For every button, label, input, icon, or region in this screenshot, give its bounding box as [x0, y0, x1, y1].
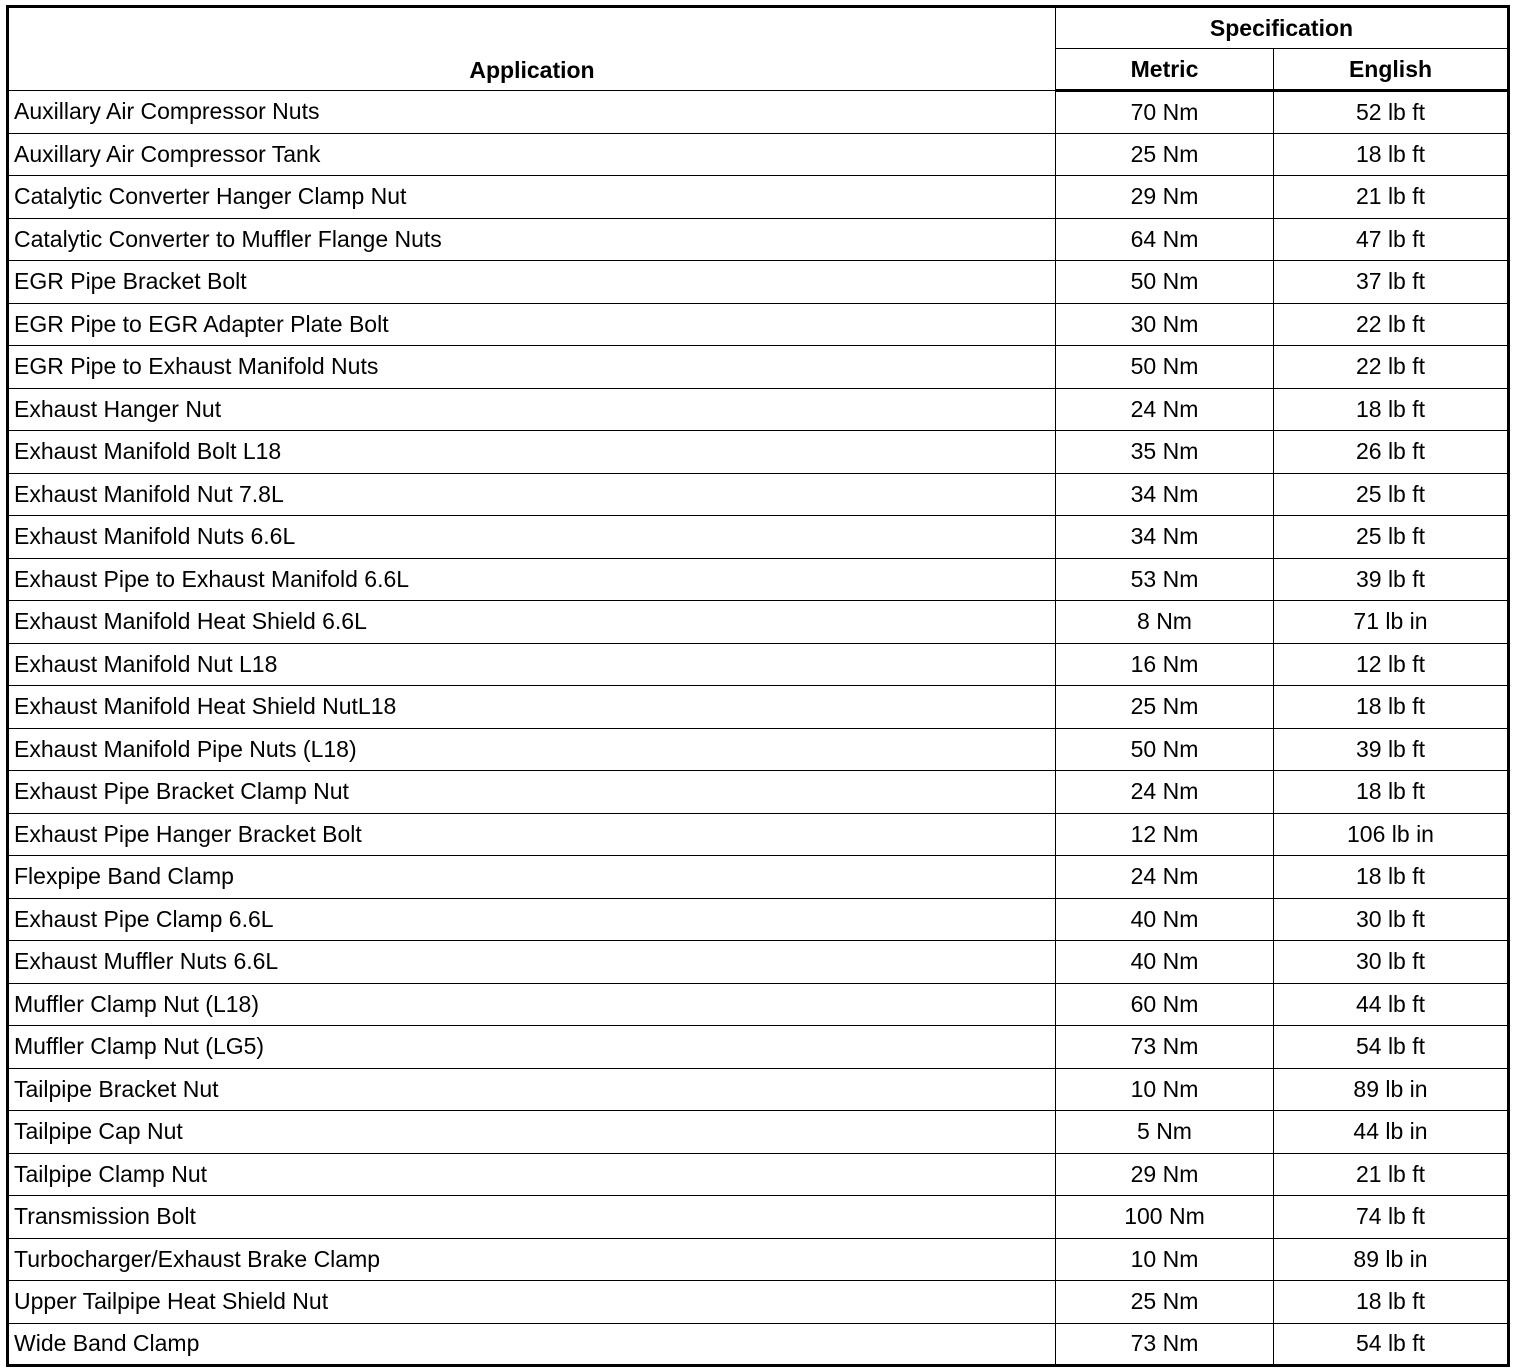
english-cell: 44 lb in	[1274, 1111, 1509, 1154]
english-cell: 30 lb ft	[1274, 898, 1509, 941]
metric-cell: 24 Nm	[1056, 388, 1274, 431]
table-row	[8, 261, 1509, 304]
table-row	[8, 941, 1509, 984]
application-cell: Exhaust Manifold Bolt L18	[8, 431, 1056, 474]
table-row	[8, 898, 1509, 941]
metric-cell: 50 Nm	[1056, 728, 1274, 771]
application-cell: Exhaust Manifold Nut L18	[8, 643, 1056, 686]
application-cell: Turbocharger/Exhaust Brake Clamp	[8, 1238, 1056, 1281]
table-row	[8, 473, 1509, 516]
metric-cell: 40 Nm	[1056, 898, 1274, 941]
english-cell: 52 lb ft	[1274, 91, 1509, 134]
spec-table-container	[6, 5, 1510, 1367]
application-cell: Exhaust Manifold Nut 7.8L	[8, 473, 1056, 516]
english-column-header: English	[1274, 49, 1509, 91]
application-cell: Exhaust Pipe Hanger Bracket Bolt	[8, 813, 1056, 856]
metric-cell: 50 Nm	[1056, 346, 1274, 389]
english-cell: 39 lb ft	[1274, 558, 1509, 601]
metric-cell: 8 Nm	[1056, 601, 1274, 644]
application-cell: Tailpipe Clamp Nut	[8, 1153, 1056, 1196]
table-row	[8, 643, 1509, 686]
metric-cell: 30 Nm	[1056, 303, 1274, 346]
application-cell: Upper Tailpipe Heat Shield Nut	[8, 1281, 1056, 1324]
application-cell: Muffler Clamp Nut (L18)	[8, 983, 1056, 1026]
application-cell: Exhaust Pipe Clamp 6.6L	[8, 898, 1056, 941]
table-row	[8, 813, 1509, 856]
english-cell: 89 lb in	[1274, 1238, 1509, 1281]
application-cell: Exhaust Pipe Bracket Clamp Nut	[8, 771, 1056, 814]
table-row	[8, 133, 1509, 176]
english-cell: 44 lb ft	[1274, 983, 1509, 1026]
metric-cell: 29 Nm	[1056, 1153, 1274, 1196]
application-cell: Catalytic Converter Hanger Clamp Nut	[8, 176, 1056, 219]
metric-cell: 70 Nm	[1056, 91, 1274, 134]
table-row	[8, 601, 1509, 644]
metric-cell: 53 Nm	[1056, 558, 1274, 601]
english-cell: 37 lb ft	[1274, 261, 1509, 304]
table-body	[8, 91, 1509, 1366]
metric-cell: 35 Nm	[1056, 431, 1274, 474]
table-row	[8, 1111, 1509, 1154]
table-row	[8, 91, 1509, 134]
table-row	[8, 1323, 1509, 1366]
table-row	[8, 1153, 1509, 1196]
application-cell: Exhaust Manifold Pipe Nuts (L18)	[8, 728, 1056, 771]
english-cell: 54 lb ft	[1274, 1323, 1509, 1366]
english-cell: 18 lb ft	[1274, 1281, 1509, 1324]
table-row	[8, 1196, 1509, 1239]
application-cell: Wide Band Clamp	[8, 1323, 1056, 1366]
application-cell: Exhaust Muffler Nuts 6.6L	[8, 941, 1056, 984]
metric-cell: 100 Nm	[1056, 1196, 1274, 1239]
table-row	[8, 728, 1509, 771]
application-cell: Exhaust Manifold Heat Shield NutL18	[8, 686, 1056, 729]
table-row	[8, 1026, 1509, 1069]
metric-cell: 50 Nm	[1056, 261, 1274, 304]
metric-cell: 73 Nm	[1056, 1323, 1274, 1366]
table-row	[8, 686, 1509, 729]
metric-cell: 25 Nm	[1056, 686, 1274, 729]
english-cell: 12 lb ft	[1274, 643, 1509, 686]
application-cell: Exhaust Hanger Nut	[8, 388, 1056, 431]
application-cell: Transmission Bolt	[8, 1196, 1056, 1239]
english-cell: 22 lb ft	[1274, 303, 1509, 346]
metric-cell: 34 Nm	[1056, 516, 1274, 559]
table-row	[8, 1068, 1509, 1111]
english-cell: 74 lb ft	[1274, 1196, 1509, 1239]
table-row	[8, 516, 1509, 559]
application-cell: Tailpipe Bracket Nut	[8, 1068, 1056, 1111]
english-cell: 89 lb in	[1274, 1068, 1509, 1111]
metric-cell: 25 Nm	[1056, 133, 1274, 176]
table-row	[8, 218, 1509, 261]
application-cell: EGR Pipe to EGR Adapter Plate Bolt	[8, 303, 1056, 346]
metric-cell: 12 Nm	[1056, 813, 1274, 856]
english-cell: 18 lb ft	[1274, 388, 1509, 431]
metric-cell: 34 Nm	[1056, 473, 1274, 516]
application-cell: Exhaust Manifold Nuts 6.6L	[8, 516, 1056, 559]
metric-cell: 24 Nm	[1056, 771, 1274, 814]
table-row	[8, 771, 1509, 814]
english-cell: 71 lb in	[1274, 601, 1509, 644]
english-cell: 25 lb ft	[1274, 473, 1509, 516]
application-cell: Catalytic Converter to Muffler Flange Nuts	[8, 218, 1056, 261]
application-column-header: Application	[8, 7, 1056, 91]
metric-cell: 64 Nm	[1056, 218, 1274, 261]
metric-column-header: Metric	[1056, 49, 1274, 91]
table-row	[8, 431, 1509, 474]
english-cell: 18 lb ft	[1274, 771, 1509, 814]
metric-cell: 10 Nm	[1056, 1068, 1274, 1111]
metric-cell: 73 Nm	[1056, 1026, 1274, 1069]
table-row	[8, 346, 1509, 389]
english-cell: 18 lb ft	[1274, 133, 1509, 176]
application-cell: Tailpipe Cap Nut	[8, 1111, 1056, 1154]
table-row	[8, 1281, 1509, 1324]
metric-cell: 60 Nm	[1056, 983, 1274, 1026]
application-cell: Auxillary Air Compressor Tank	[8, 133, 1056, 176]
metric-cell: 16 Nm	[1056, 643, 1274, 686]
english-cell: 26 lb ft	[1274, 431, 1509, 474]
english-cell: 39 lb ft	[1274, 728, 1509, 771]
table-row	[8, 1238, 1509, 1281]
metric-cell: 29 Nm	[1056, 176, 1274, 219]
english-cell: 106 lb in	[1274, 813, 1509, 856]
metric-cell: 40 Nm	[1056, 941, 1274, 984]
english-cell: 47 lb ft	[1274, 218, 1509, 261]
application-cell: Auxillary Air Compressor Nuts	[8, 91, 1056, 134]
application-cell: EGR Pipe Bracket Bolt	[8, 261, 1056, 304]
application-cell: Exhaust Pipe to Exhaust Manifold 6.6L	[8, 558, 1056, 601]
english-cell: 18 lb ft	[1274, 856, 1509, 899]
metric-cell: 24 Nm	[1056, 856, 1274, 899]
english-cell: 22 lb ft	[1274, 346, 1509, 389]
table-row	[8, 388, 1509, 431]
english-cell: 18 lb ft	[1274, 686, 1509, 729]
english-cell: 30 lb ft	[1274, 941, 1509, 984]
application-cell: Muffler Clamp Nut (LG5)	[8, 1026, 1056, 1069]
metric-cell: 25 Nm	[1056, 1281, 1274, 1324]
table-row	[8, 303, 1509, 346]
specification-column-header: Specification	[1056, 7, 1509, 49]
table-row	[8, 558, 1509, 601]
application-cell: Flexpipe Band Clamp	[8, 856, 1056, 899]
application-cell: EGR Pipe to Exhaust Manifold Nuts	[8, 346, 1056, 389]
english-cell: 21 lb ft	[1274, 176, 1509, 219]
table-row	[8, 983, 1509, 1026]
table-row	[8, 176, 1509, 219]
english-cell: 21 lb ft	[1274, 1153, 1509, 1196]
metric-cell: 10 Nm	[1056, 1238, 1274, 1281]
table-row	[8, 856, 1509, 899]
fastener-spec-table	[6, 5, 1510, 1367]
english-cell: 25 lb ft	[1274, 516, 1509, 559]
application-cell: Exhaust Manifold Heat Shield 6.6L	[8, 601, 1056, 644]
metric-cell: 5 Nm	[1056, 1111, 1274, 1154]
table-header	[8, 7, 1509, 91]
english-cell: 54 lb ft	[1274, 1026, 1509, 1069]
